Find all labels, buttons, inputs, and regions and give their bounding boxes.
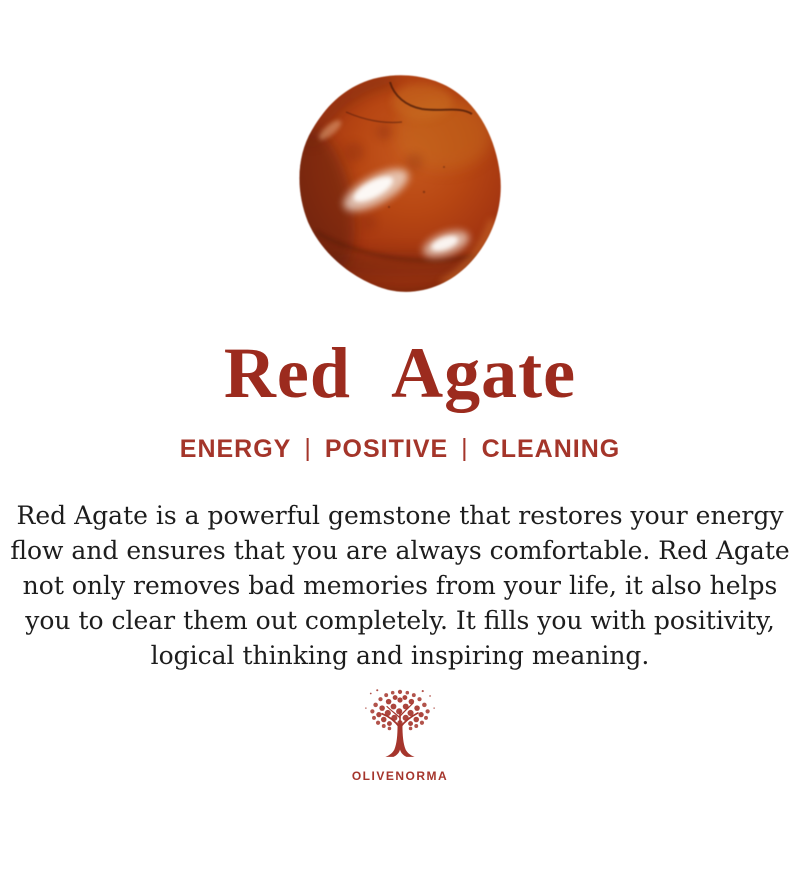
red-agate-stone-image [294, 72, 506, 302]
tag-energy: ENERGY [179, 434, 292, 463]
product-description [0, 498, 800, 673]
description-line: not only removes bad memories from your life, it also helps [22, 570, 778, 600]
description-line: logical thinking and inspiring meaning. [150, 640, 650, 670]
olivenorma-tree-icon [353, 687, 447, 765]
description-line: Red Agate is a powerful gemstone that restores your energy [16, 500, 784, 530]
description-line: flow and ensures that you are always comfortable. Red Agate [10, 535, 790, 565]
red-agate-stone-icon [294, 72, 506, 302]
product-title: Red Agate [223, 333, 577, 413]
brand-name: OLIVENORMA [351, 768, 449, 783]
tag-separator: | [461, 433, 469, 462]
keyword-tags [0, 434, 800, 464]
description-line: you to clear them out completely. It fills you with positivity, [25, 605, 775, 635]
tag-cleaning: CLEANING [481, 434, 621, 463]
brand-logo [0, 687, 800, 783]
product-info-card [0, 72, 800, 872]
tag-positive: POSITIVE [324, 434, 449, 463]
tag-separator: | [304, 433, 312, 462]
